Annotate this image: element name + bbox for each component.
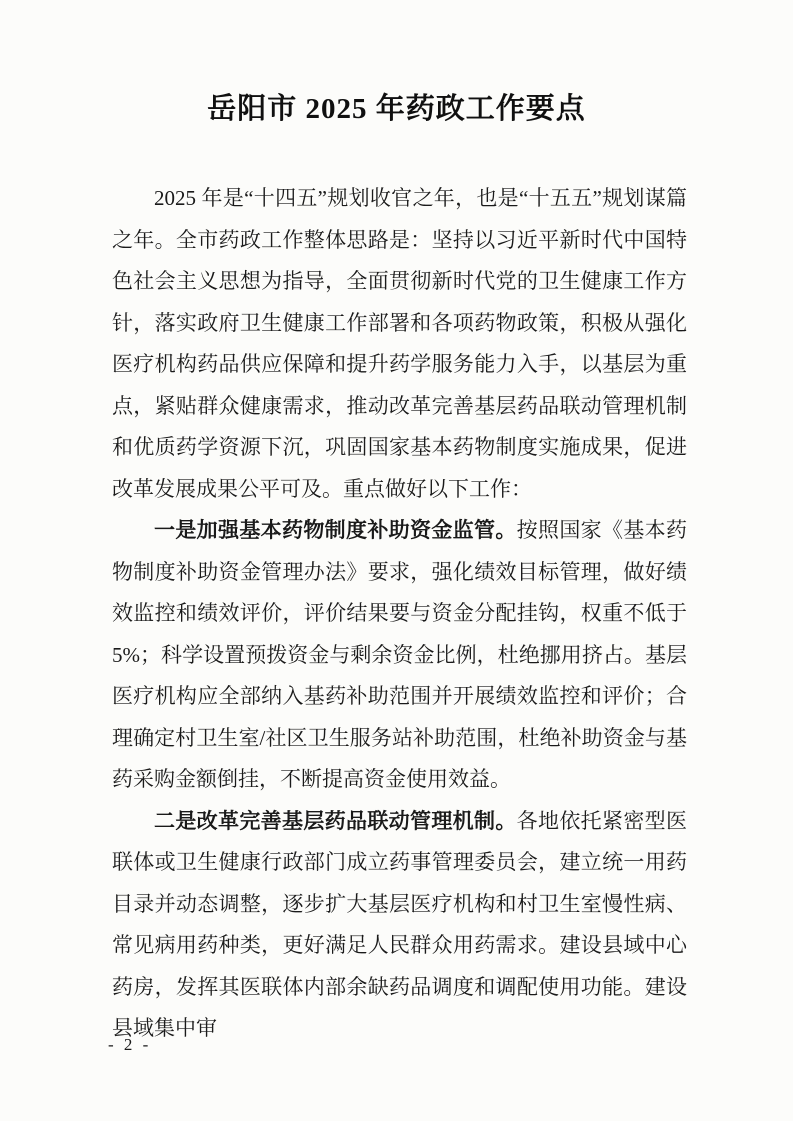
document-body — [112, 178, 687, 1050]
paragraph-text: 按照国家《基本药物制度补助资金管理办法》要求，强化绩效目标管理，做好绩效监控和绩效评价，评价结果要与资金分配挂钩，权重不低于5%；科学设置预拨资金与剩余资金比例，杜绝挪用挤占。基层医疗机构应全部纳入基药补助范围并开展绩效监控和评价；合理确定村卫生室/社区卫生服务站补助范围，杜绝补助资金与基药采购金额倒挂，不断提高资金使用效益。 — [112, 518, 688, 791]
paragraph-item-two — [112, 801, 687, 1050]
paragraph-item-one — [112, 510, 687, 801]
paragraph-text: 各地依托紧密型医联体或卫生健康行政部门成立药事管理委员会，建立统一用药目录并动态调整，逐步扩大基层医疗机构和村卫生室慢性病、常见病用药种类，更好满足人民群众用药需求。建设县域中心药房，发挥其医联体内部余缺药品调度和调配使用功能。建设县域集中审 — [112, 808, 688, 1040]
page-number: - 2 - — [108, 1035, 152, 1054]
paragraph-text: 2025 年是“十四五”规划收官之年，也是“十五五”规划谋篇之年。全市药政工作整体思路是：坚持以习近平新时代中国特色社会主义思想为指导，全面贯彻新时代党的卫生健康工作方针，落实政府卫生健康工作部署和各项药物政策，积极从强化医疗机构药品供应保障和提升药学服务能力入手，以基层为重点，紧贴群众健康需求，推动改革完善基层药品联动管理机制和优质药学资源下沉，巩固国家基本药物制度实施成果，促进改革发展成果公平可及。重点做好以下工作： — [112, 186, 687, 501]
paragraph-intro — [112, 178, 687, 510]
paragraph-lead: 二是改革完善基层药品联动管理机制。 — [154, 808, 517, 833]
document-title: 岳阳市 2025 年药政工作要点 — [207, 93, 586, 125]
paragraph-lead: 一是加强基本药物制度补助资金监管。 — [154, 518, 517, 542]
